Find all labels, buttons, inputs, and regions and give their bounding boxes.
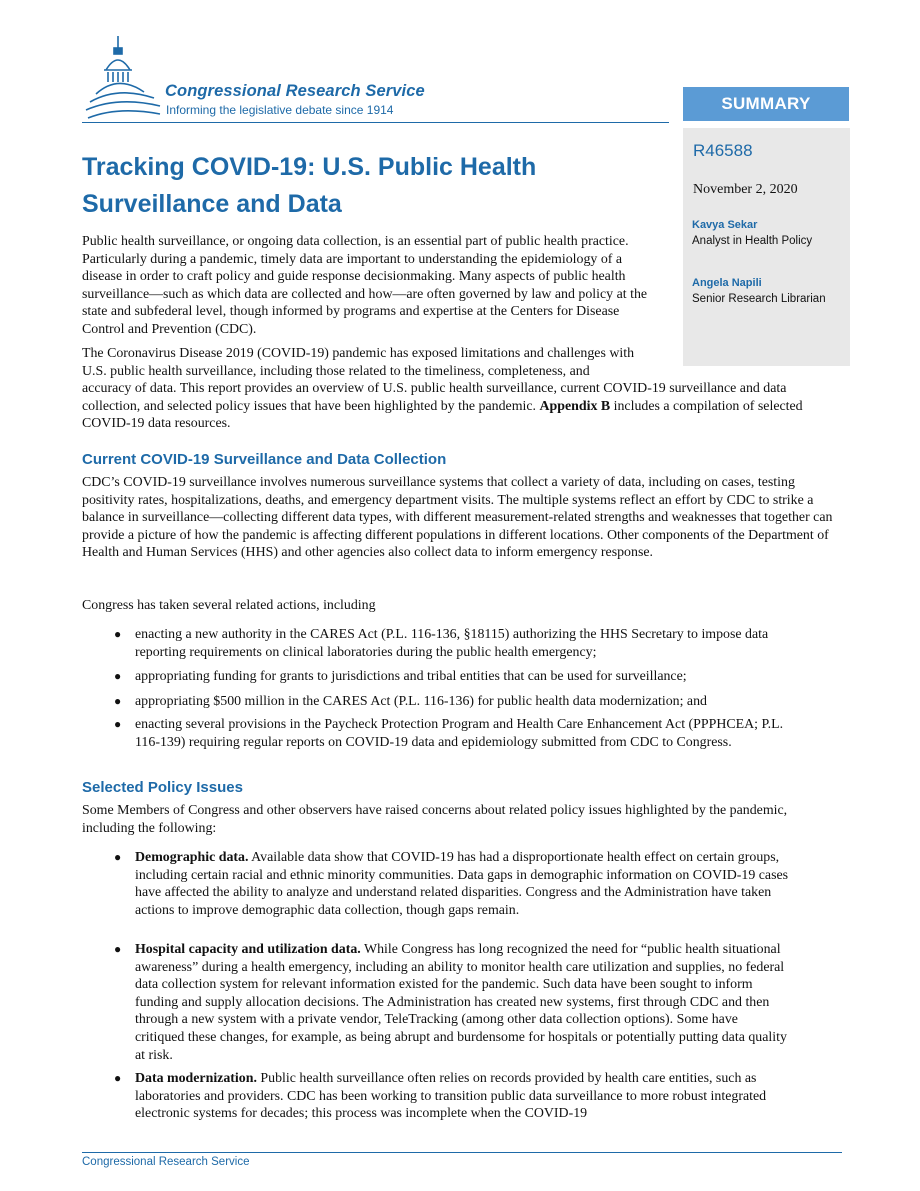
- report-date: November 2, 2020: [693, 182, 798, 197]
- title-line: Surveillance and Data: [82, 190, 342, 218]
- section-heading: Selected Policy Issues: [82, 779, 243, 796]
- bullet-icon: ●: [114, 1071, 122, 1085]
- bullet-title: Demographic data.: [135, 850, 249, 865]
- author-name: Kavya Sekar: [692, 219, 758, 231]
- list-item: appropriating $500 million in the CARES Act (P.L. 116-136) for public health data modernization; and: [135, 694, 707, 709]
- bullet-icon: ●: [114, 717, 122, 731]
- bullet-text: While Congress has long recognized the need for “public health situational awareness” during a health emergency, including an ability to monitor health care utilization and supplies, no federal data collection system for relevant information existed for the pandemic. Such data have been sought to inform funding and supply allocation decisions. The Administration has created new systems, first through CDC and then through a new system with a private vendor, TeleTracking (among other data collection options). Some have critiqued these changes, for example, as being abrupt and burdensome for hospitals or potentially putting data quality at risk.: [135, 942, 787, 1063]
- bullet-icon: ●: [114, 669, 122, 683]
- list-item: enacting several provisions in the Paycheck Protection Program and Health Care Enhancement Act (PPPHCEA; P.L. 116-139) requiring regular reports on COVID-19 data and epidemiology submitted from CDC to Congress.: [135, 717, 784, 750]
- summary-tab: SUMMARY: [683, 87, 849, 121]
- bullet-icon: ●: [114, 942, 122, 956]
- summary-panel: [683, 128, 850, 366]
- section-heading: Current COVID-19 Surveillance and Data Collection: [82, 451, 447, 468]
- section-paragraph: CDC’s COVID-19 surveillance involves numerous surveillance systems that collect a variety of data, including on cases, testing positivity rates, hospitalizations, deaths, and emergency department visits. The multiple systems reflect an effort by CDC to strike a balance in surveillance—collecting different data types, with different measurement-related strengths and weaknesses that together can provide a picture of how the pandemic is affecting different populations in different locations. Other components of the Department of Health and Human Services (HHS) and other agencies also collect data to inform emergency response.: [82, 475, 833, 561]
- org-name: Congressional Research Service: [165, 82, 425, 100]
- footer-divider: [82, 1152, 842, 1153]
- list-item: [135, 1070, 790, 1123]
- bullet-title: Data modernization.: [135, 1071, 257, 1086]
- page-title: [82, 149, 642, 223]
- intro-text: accuracy of data. This report provides an overview of U.S. public health surveillance, current COVID-19 surveillance and data collection, and selected policy issues that have been highlighted by the pandemic.: [82, 381, 787, 414]
- bullet-icon: ●: [114, 627, 122, 641]
- org-tagline: Informing the legislative debate since 1914: [166, 103, 394, 117]
- section-paragraph: Some Members of Congress and other observers have raised concerns about related policy issues highlighted by the pandemic, including the following:: [82, 803, 788, 836]
- appendix-reference: Appendix B: [539, 398, 611, 414]
- list-item: appropriating funding for grants to jurisdictions and tribal entities that can be used for surveillance;: [135, 669, 687, 684]
- capitol-dome-icon: [84, 34, 162, 124]
- author-name: Angela Napili: [692, 277, 762, 289]
- footer-text: Congressional Research Service: [82, 1156, 250, 1168]
- list-item: [135, 941, 790, 1064]
- author-title: Senior Research Librarian: [692, 293, 826, 305]
- section-paragraph: Congress has taken several related actions, including: [82, 598, 376, 613]
- intro-paragraph-start: The Coronavirus Disease 2019 (COVID-19) pandemic has exposed limitations and challenges with U.S. public health surveillance, including those related to the timeliness, completeness, and: [82, 346, 635, 379]
- list-item: enacting a new authority in the CARES Act (P.L. 116-136, §18115) authorizing the HHS Secretary to impose data reporting requirements on clinical laboratories during the public health emergency;: [135, 627, 769, 660]
- intro-paragraph-continued: [82, 380, 842, 433]
- list-item: [135, 849, 790, 919]
- report-number: R46588: [693, 141, 753, 160]
- intro-paragraph: Public health surveillance, or ongoing data collection, is an essential part of public health practice. Particularly during a pandemic, timely data are important to understanding the epidemiology of a disease in order to craft policy and guide response decisionmaking. Many aspects of public health surveillance—such as which data are collected and how—are often governed by law and policy at the state and subfederal level, though informed by programs and expertise at the Centers for Disease Control and Prevention (CDC).: [82, 234, 648, 337]
- bullet-text: Public health surveillance often relies on records provided by health care entities, such as laboratories and providers. CDC has been working to transition public data surveillance to more robust integrated electronic systems for decades; this process was incomplete when the COVID-19: [135, 1071, 767, 1122]
- bullet-title: Hospital capacity and utilization data.: [135, 942, 361, 957]
- bullet-icon: ●: [114, 694, 122, 708]
- intro-text-end: includes a compilation of selected COVID-19 data resources.: [82, 398, 803, 432]
- bullet-icon: ●: [114, 850, 122, 864]
- title-line: Tracking COVID-19: U.S. Public Health: [82, 153, 537, 181]
- header-divider: [82, 122, 669, 123]
- author-title: Analyst in Health Policy: [692, 235, 813, 247]
- bullet-text: Available data show that COVID-19 has had a disproportionate health effect on certain groups, including certain racial and ethnic minority communities. Data gaps in demographic information on COVID-19 cases have affected the ability to analyze and understand related disparities. Congress and the Administration have taken actions to improve demographic data collection, though gaps remain.: [135, 850, 789, 918]
